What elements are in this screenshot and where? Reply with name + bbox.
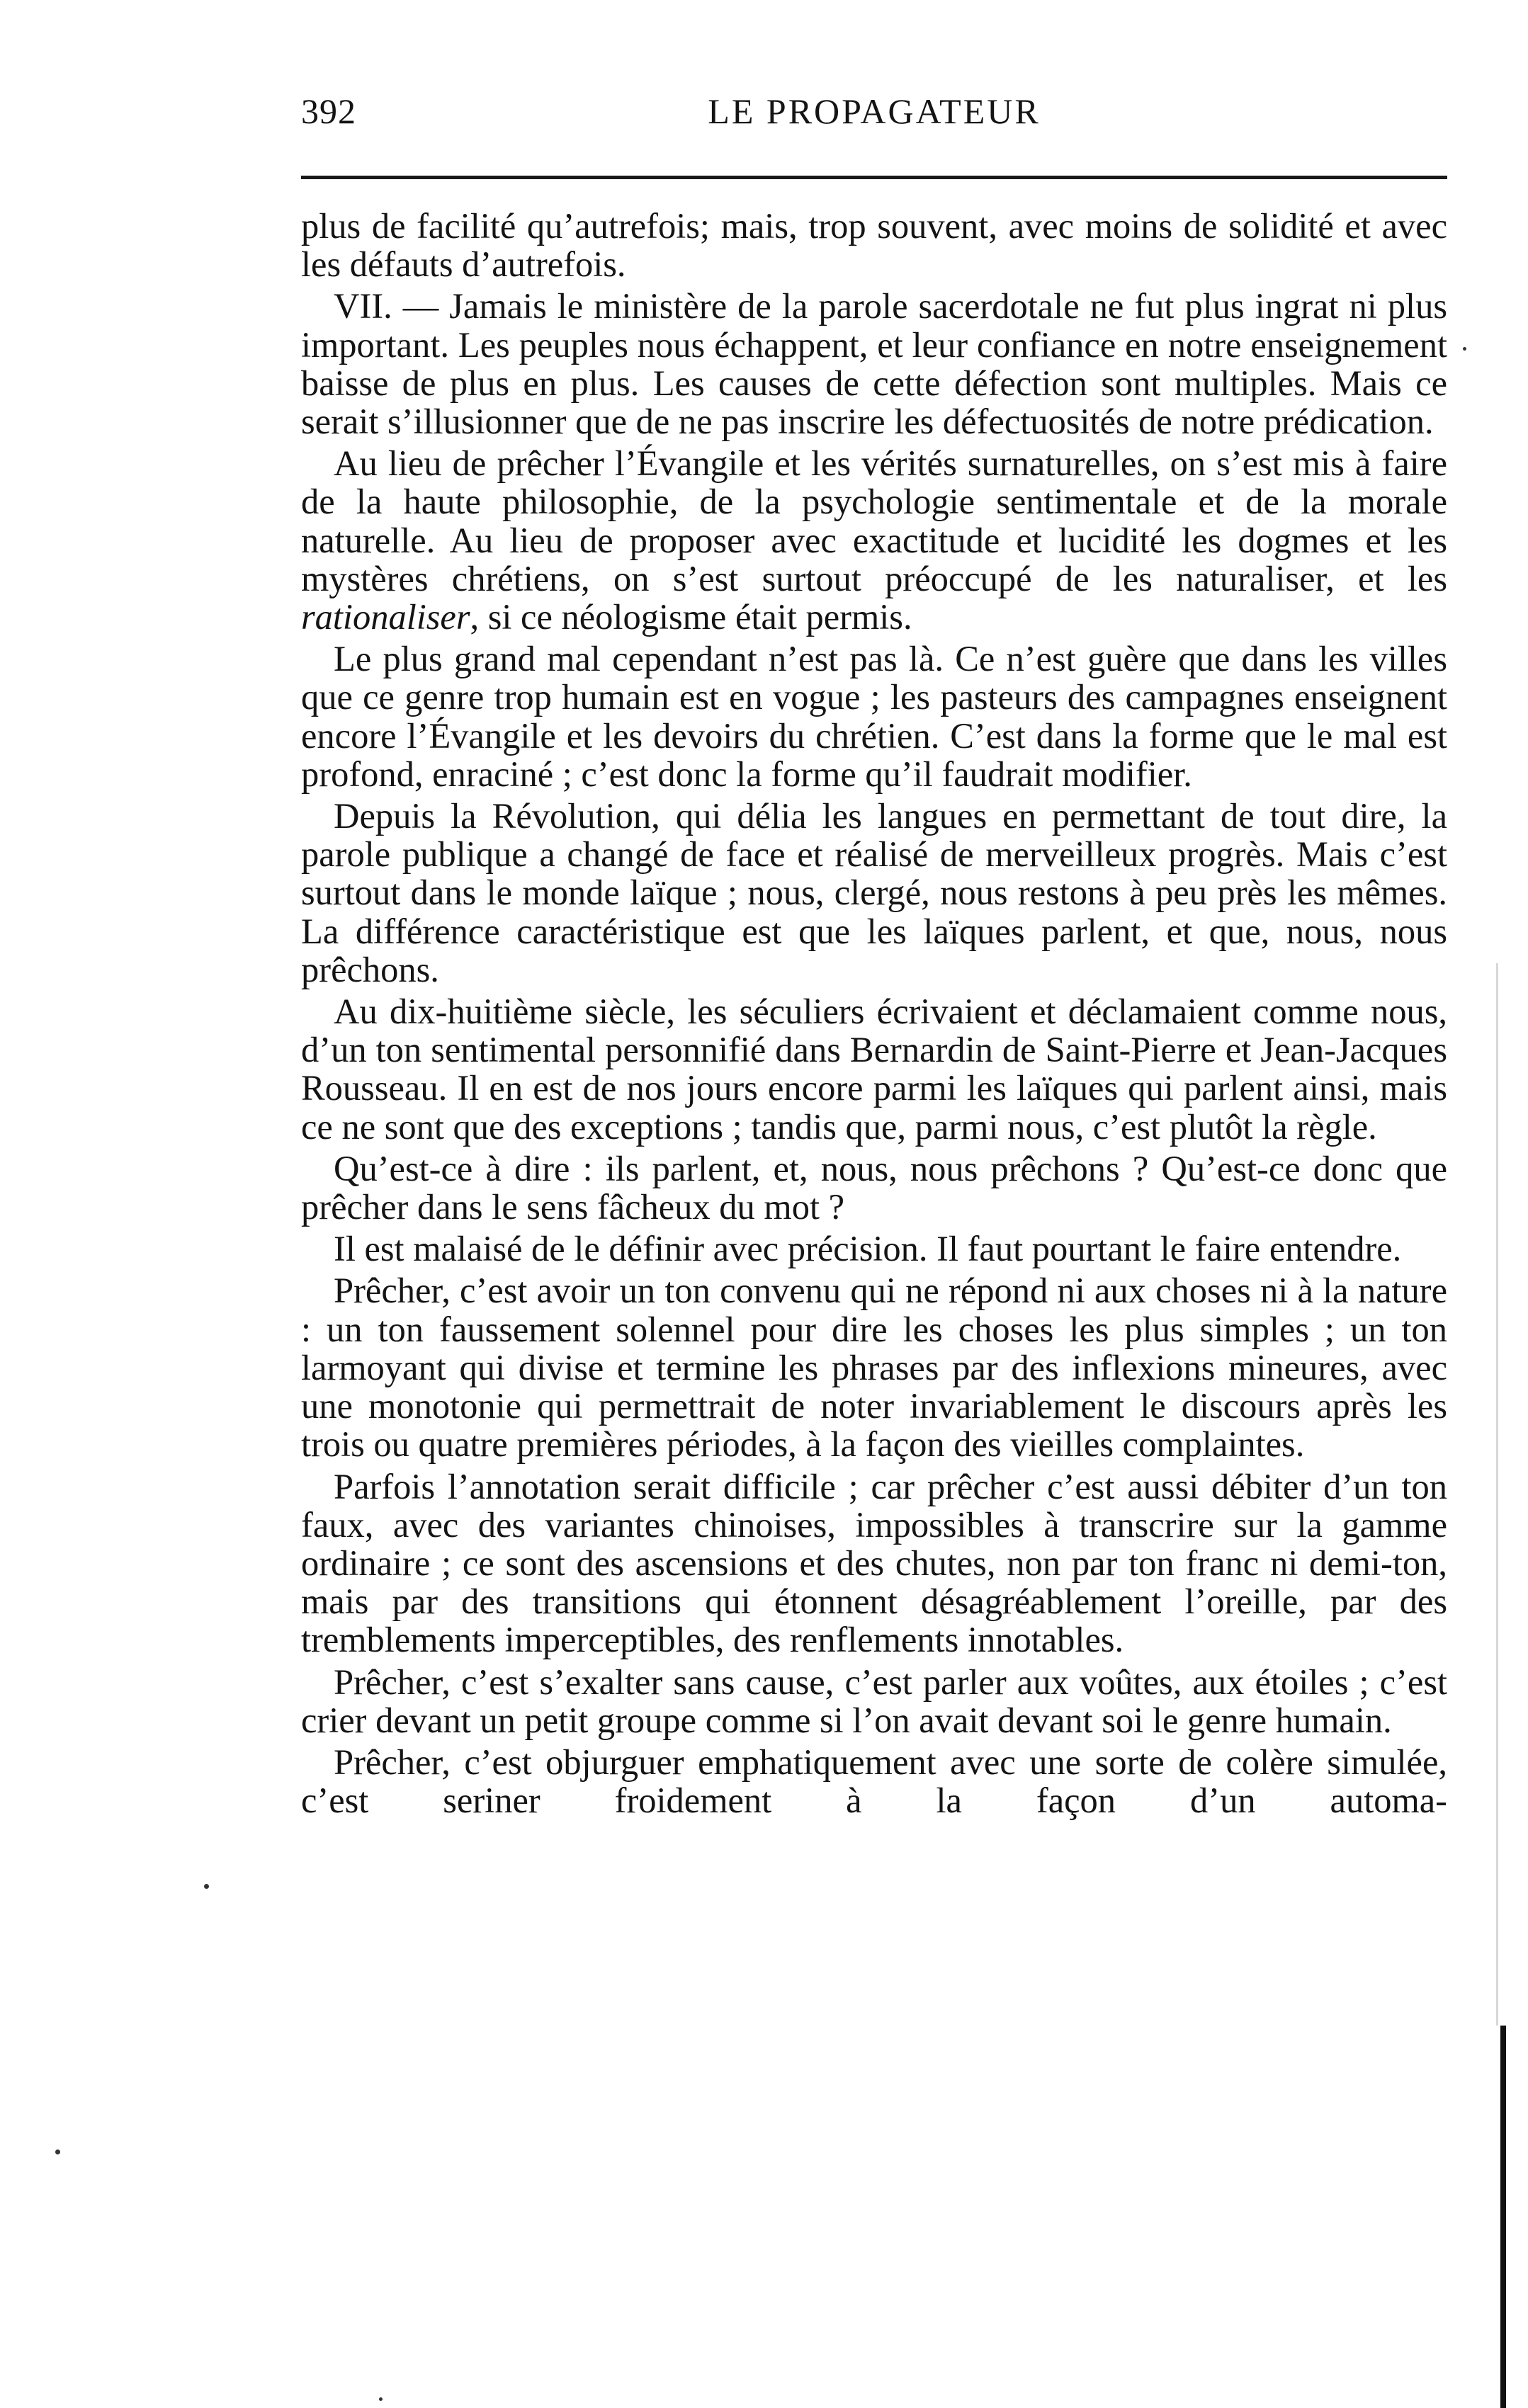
scan-edge-shadow <box>1496 963 1498 2026</box>
body-text <box>301 207 1447 1819</box>
scan-speck <box>1463 347 1466 351</box>
scan-speck <box>55 2149 60 2154</box>
paragraph: Parfois l’annotation serait difficile ; car prêcher c’est aussi débiter d’un ton faux, avec des variantes chinoises, impossibles à transcrire sur la gamme ordinaire ; ce sont des ascensions et des chutes, non par ton franc ni demi-ton, mais par des transitions qui étonnent désagréablement l’oreille, par des tremblements imperceptibles, des renflements innotables. <box>301 1466 1447 1660</box>
paragraph <box>301 444 1447 636</box>
italic-term: rationaliser <box>301 597 470 637</box>
paragraph: Prêcher, c’est s’exalter sans cause, c’est parler aux voûtes, aux étoiles ; c’est crier devant un petit groupe comme si l’on avait devant soi le genre humain. <box>301 1662 1447 1740</box>
page-header <box>301 91 1447 147</box>
paragraph: Qu’est-ce à dire : ils parlent, et, nous, nous prêchons ? Qu’est-ce donc que prêcher dans le sens fâcheux du mot ? <box>301 1148 1447 1227</box>
paragraph: Le plus grand mal cependant n’est pas là. Ce n’est guère que dans les villes que ce genre trop humain est en vogue ; les pasteurs des campagnes enseignent encore l’Évangile et les devoirs du chrétien. C’est dans la forme que le mal est profond, enraciné ; c’est donc la forme qu’il faudrait modifier. <box>301 639 1447 794</box>
paragraph: Depuis la Révolution, qui délia les langues en permettant de tout dire, la parole publique a changé de face et réalisé de merveilleux progrès. Mais c’est surtout dans le monde laïque ; nous, clergé, nous restons à peu près les mêmes. La différence caractéristique est que les laïques parlent, et que, nous, nous prêchons. <box>301 796 1447 989</box>
running-title: LE PROPAGATEUR <box>708 91 1041 131</box>
scan-speck <box>379 2397 383 2401</box>
scan-edge-bar <box>1500 2026 1506 2408</box>
paragraph: Il est malaisé de le définir avec précision. Il faut pourtant le faire entendre. <box>334 1229 1402 1269</box>
paragraph: plus de facilité qu’autrefois; mais, trop souvent, avec moins de solidité et avec les défauts d’autrefois. <box>301 206 1447 285</box>
paragraph: Prêcher, c’est objurguer emphatiquement avec une sorte de colère simulée, c’est seriner froidement à la façon d’un automa- <box>301 1742 1447 1821</box>
scan-speck <box>204 1884 209 1889</box>
paragraph: VII. — Jamais le ministère de la parole sacerdotale ne fut plus ingrat ni plus important. Les peuples nous échappent, et leur confiance en notre enseignement baisse de plus en plus. Les causes de cette défection sont multiples. Mais ce serait s’illusionner que de ne pas inscrire les défectuosités de notre prédication. <box>301 286 1447 442</box>
page-number: 392 <box>301 91 356 131</box>
header-rule <box>301 176 1447 179</box>
paragraph-text: , si ce néologisme était permis. <box>470 597 912 637</box>
paragraph-text: Au lieu de prêcher l’Évangile et les vérités surnaturelles, on s’est mis à faire de la haute philosophie, de la psychologie sentimentale et de la morale naturelle. Au lieu de proposer avec exactitude et lucidité les dogmes et les mystères chrétiens, on s’est surtout préoccupé de les naturaliser, et les <box>301 443 1447 598</box>
paragraph: Au dix-huitième siècle, les séculiers écrivaient et déclamaient comme nous, d’un ton sentimental personnifié dans Bernardin de Saint-Pierre et Jean-Jacques Rousseau. Il en est de nos jours encore parmi les laïques qui parlent ainsi, mais ce ne sont que des exceptions ; tandis que, parmi nous, c’est plutôt la règle. <box>301 992 1447 1147</box>
paragraph: Prêcher, c’est avoir un ton convenu qui ne répond ni aux choses ni à la nature : un ton faussement solennel pour dire les choses les plus simples ; un ton larmoyant qui divise et termine les phrases par des inflexions mineures, avec une monotonie qui permettrait de noter invariablement le discours après les trois ou quatre premières périodes, à la façon des vieilles complaintes. <box>301 1271 1447 1465</box>
